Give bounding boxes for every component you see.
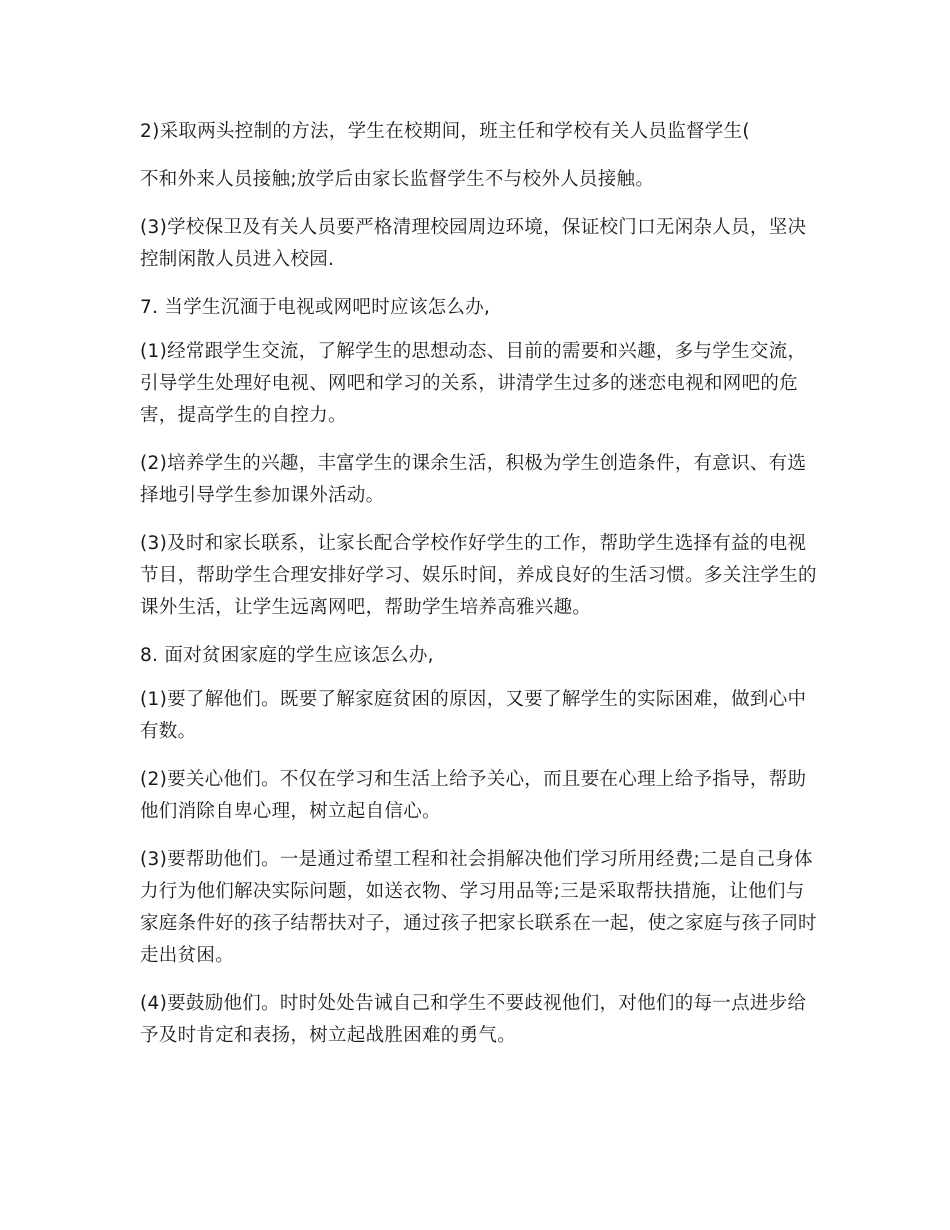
heading-question-7: 7. 当学生沉湎于电视或网吧时应该怎么办, [140,297,491,318]
paragraph-campus-security: (3)学校保卫及有关人员要严格清理校园周边环境，保证校门口无闲杂人员，坚决控制闲散人员进入校园. [140,217,807,270]
paragraph-q7-item-3: (3)及时和家长联系，让家长配合学校作好学生的工作，帮助学生选择有益的电视节目，帮助学生合理安排好学习、娱乐时间，养成良好的生活习惯。多关注学生的课外生活，让学生远离网吧，帮助学生培养高雅兴趣。 [140,533,817,618]
paragraph-q8-item-1: (1)要了解他们。既要了解家庭贫困的原因，又要了解学生的实际困难，做到心中有数。 [140,689,807,742]
paragraph-q8-item-4: (4)要鼓励他们。时时处处告诫自己和学生不要歧视他们，对他们的每一点进步给予及时肯定和表扬，树立起战胜困难的勇气。 [140,993,807,1046]
paragraph-q8-item-2: (2)要关心他们。不仅在学习和生活上给予关心，而且要在心理上给予指导，帮助他们消除自卑心理，树立起自信心。 [140,769,807,822]
paragraph-q8-item-3: (3)要帮助他们。一是通过希望工程和社会捐解决他们学习所用经费;二是自己身体力行为他们解决实际问题，如送衣物、学习用品等;三是采取帮扶措施，让他们与家庭条件好的孩子结帮扶对子，通过孩子把家长联系在一起，使之家庭与孩子同时走出贫困。 [140,849,817,966]
paragraph-no-contact: 不和外来人员接触;放学后由家长监督学生不与校外人员接触。 [140,169,655,190]
heading-question-8: 8. 面对贫困家庭的学生应该怎么办, [140,645,434,666]
paragraph-q7-item-1: (1)经常跟学生交流，了解学生的思想动态、目前的需要和兴趣，多与学生交流，引导学生处理好电视、网吧和学习的关系，讲清学生过多的迷恋电视和网吧的危害，提高学生的自控力。 [140,341,807,426]
paragraph-q7-item-2: (2)培养学生的兴趣，丰富学生的课余生活，积极为学生创造条件，有意识、有选择地引导学生参加课外活动。 [140,453,807,506]
paragraph-control-method: 2)采取两头控制的方法，学生在校期间，班主任和学校有关人员监督学生( [140,121,750,142]
document-body [140,116,820,1068]
